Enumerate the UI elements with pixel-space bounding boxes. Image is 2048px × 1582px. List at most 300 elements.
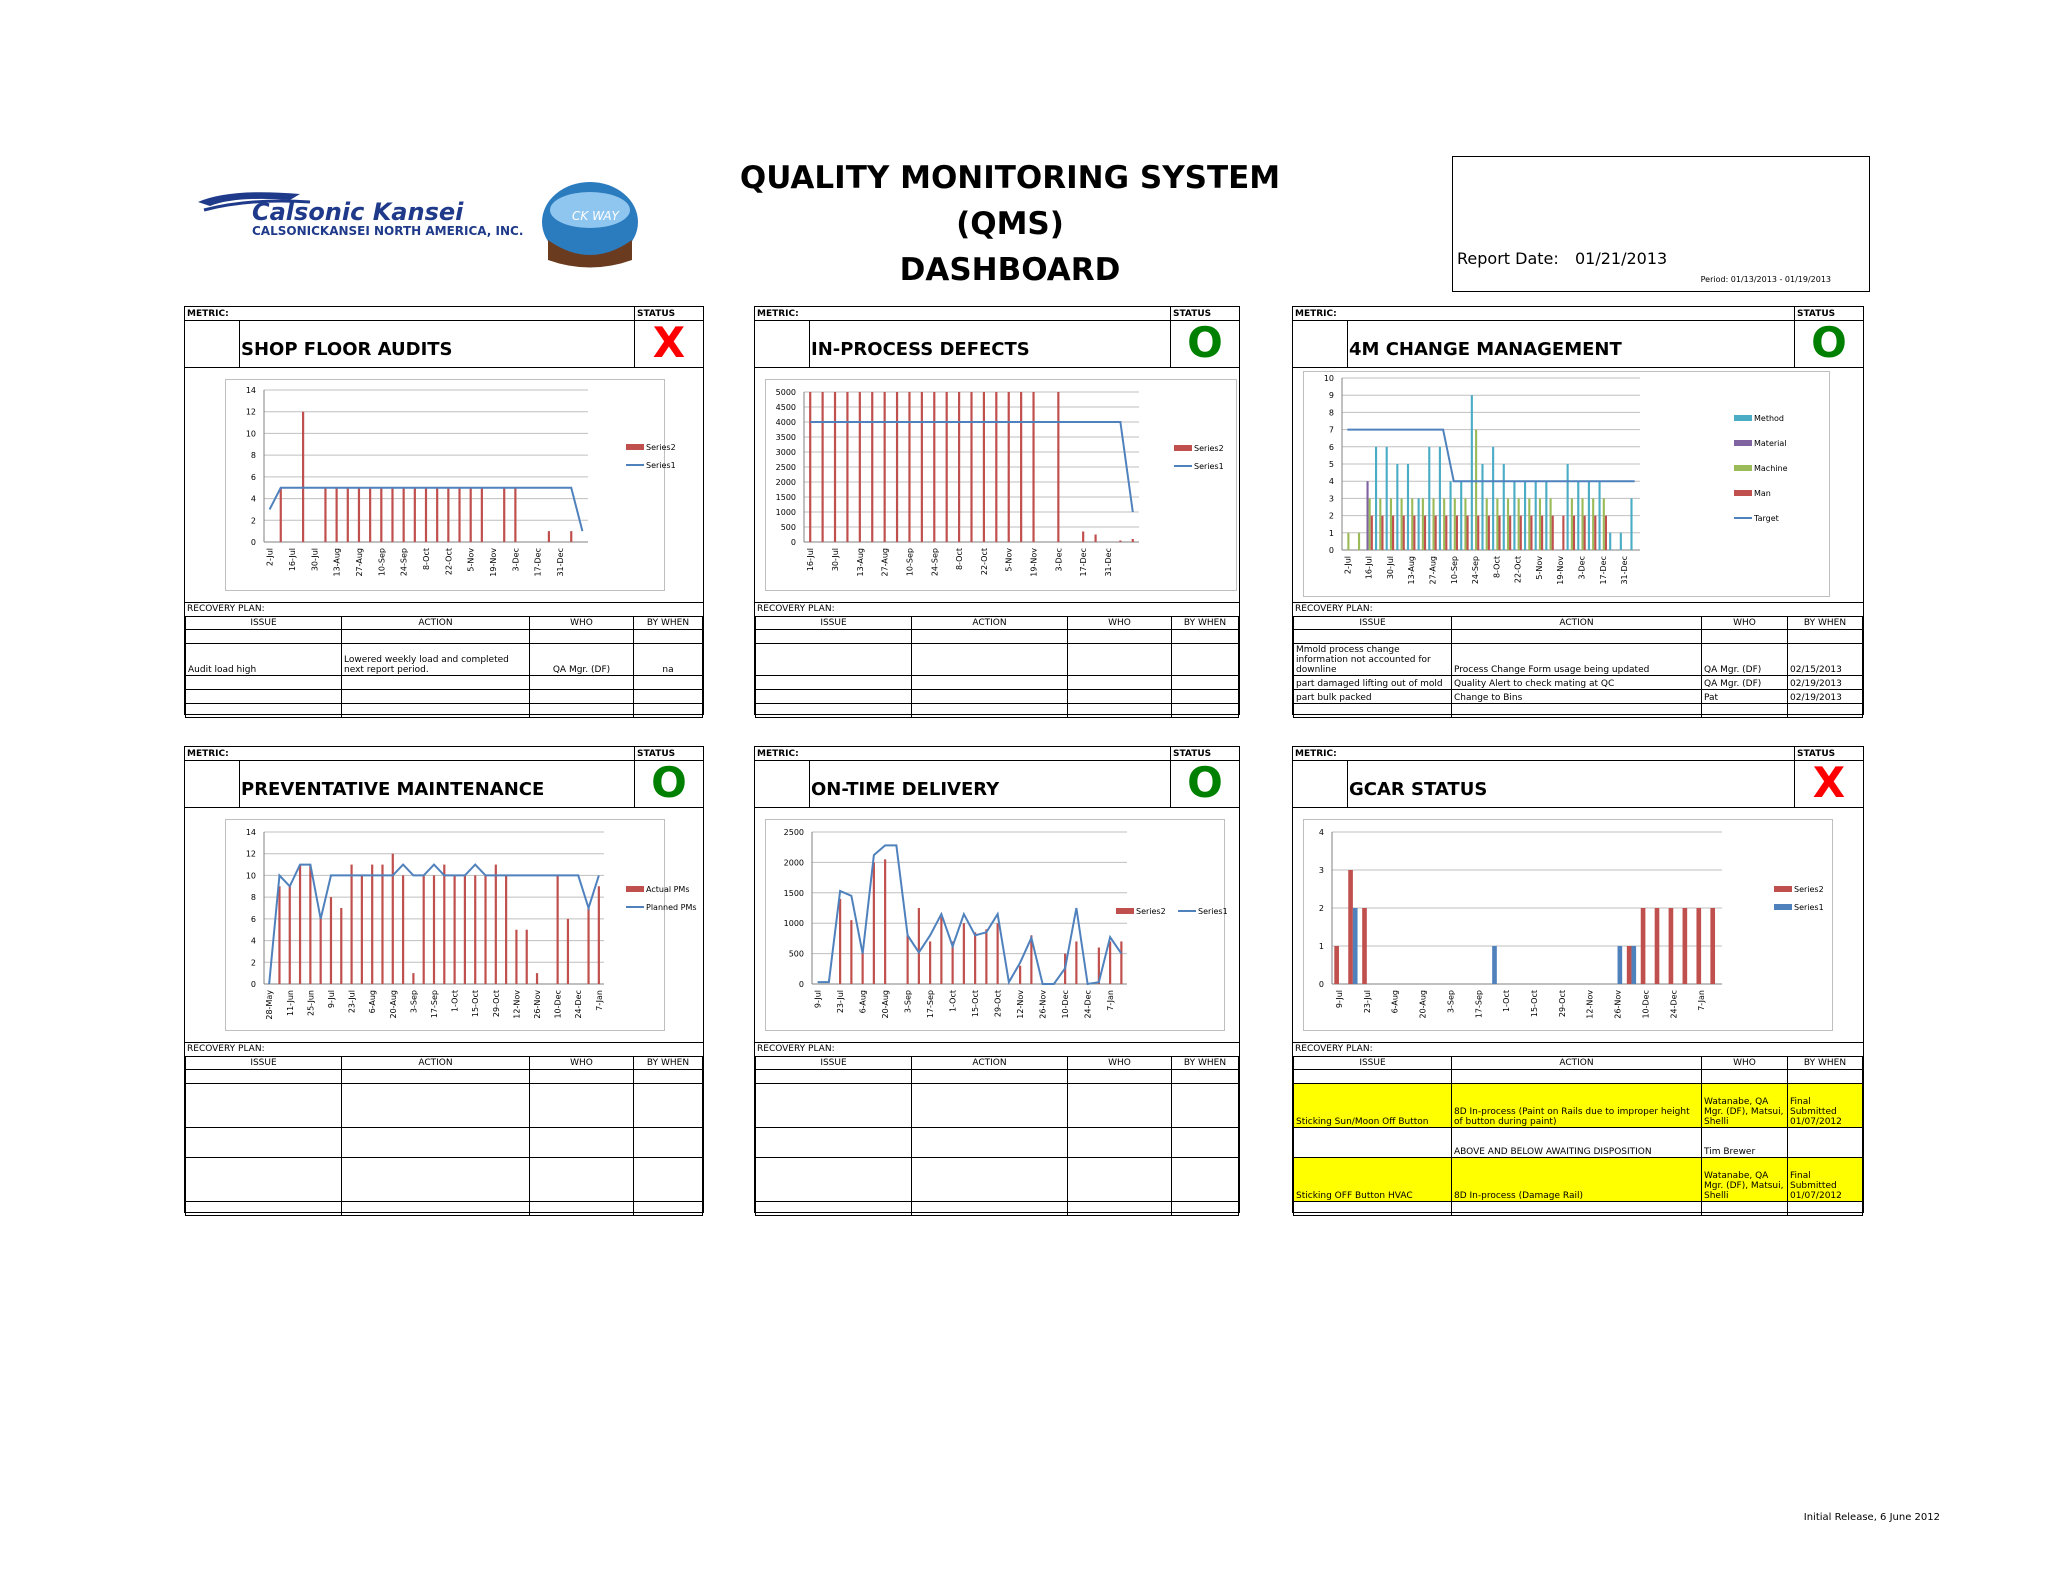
y-tick-label: 6	[250, 472, 256, 482]
metric-row	[755, 747, 1239, 808]
cell-issue	[756, 630, 912, 644]
x-tick-label: 24-Sep	[1471, 556, 1481, 585]
legend-label: Series2	[1136, 907, 1166, 916]
legend-swatch	[1116, 908, 1134, 914]
cell-who: QA Mgr. (DF)	[1702, 644, 1788, 676]
bar	[822, 392, 824, 542]
cell-action	[1452, 1070, 1702, 1084]
cell-issue	[1294, 630, 1452, 644]
metric-label-row	[1293, 747, 1863, 761]
y-tick-label: 2000	[775, 478, 796, 487]
x-tick-label: 1-Oct	[450, 990, 460, 1013]
legend-swatch	[1734, 490, 1752, 496]
cell-action	[912, 1070, 1068, 1084]
x-tick-label: 12-Nov	[1585, 990, 1595, 1019]
status-label: STATUS	[1173, 749, 1212, 759]
x-tick-label: 12-Nov	[512, 990, 522, 1019]
bar	[997, 923, 999, 984]
cell-by-when	[1172, 704, 1239, 718]
header-by-when: BY WHEN	[634, 1057, 703, 1070]
x-tick-label: 5-Nov	[466, 548, 476, 572]
bar	[1019, 966, 1021, 984]
y-tick-label: 2	[250, 516, 256, 526]
header-issue: ISSUE	[756, 617, 912, 630]
header-who: WHO	[530, 617, 634, 630]
x-tick-label: 20-Aug	[388, 990, 398, 1019]
table-row	[756, 704, 1239, 718]
cell-who: Pat	[1702, 690, 1788, 704]
chart-frame	[1303, 371, 1830, 597]
x-tick-label: 13-Aug	[855, 548, 865, 577]
x-tick-label: 3-Sep	[1446, 990, 1456, 1014]
bar	[1401, 498, 1403, 550]
metric-panel	[754, 746, 1240, 1213]
cell-action	[342, 676, 530, 690]
y-tick-label: 2	[1318, 904, 1324, 913]
cell-by-when	[634, 1158, 703, 1202]
cell-who: QA Mgr. (DF)	[530, 644, 634, 676]
legend-label: Series2	[1794, 885, 1824, 894]
cell-by-when: na	[634, 644, 703, 676]
bar	[548, 531, 550, 542]
table-row	[186, 1158, 703, 1202]
x-tick-label: 2-Jul	[265, 548, 275, 567]
cell-issue: part damaged lifting out of mold	[1294, 676, 1452, 690]
cell-issue: Sticking OFF Button HVAC	[1294, 1158, 1452, 1202]
x-tick-label: 7-Jan	[1106, 990, 1116, 1011]
status-badge: X	[1812, 758, 1846, 807]
bar	[1347, 533, 1349, 550]
table-header-row	[186, 1057, 703, 1070]
bar	[1550, 498, 1552, 550]
logo-globe-text: CK WAY	[572, 209, 619, 223]
bar	[963, 923, 965, 984]
y-tick-label: 3	[1328, 494, 1334, 504]
bar	[1422, 498, 1424, 550]
y-tick-label: 9	[1328, 391, 1334, 401]
x-tick-label: 20-Aug	[881, 990, 891, 1019]
header-by-when: BY WHEN	[1172, 1057, 1239, 1070]
metric-label-row	[1293, 307, 1863, 321]
status-badge: X	[652, 318, 686, 367]
cell-by-when	[634, 1128, 703, 1158]
cell-by-when	[634, 1084, 703, 1128]
y-tick-label: 10	[245, 871, 256, 881]
bar	[278, 886, 280, 984]
cell-issue	[186, 1070, 342, 1084]
table-row	[186, 1070, 703, 1084]
y-tick-label: 6	[250, 914, 256, 924]
header-by-when: BY WHEN	[1172, 617, 1239, 630]
metric-label: METRIC:	[1295, 309, 1337, 319]
metric-divider	[809, 320, 810, 367]
bar	[1696, 908, 1701, 984]
page-title	[700, 155, 1320, 293]
table-row	[1294, 1202, 1863, 1216]
bar	[1584, 516, 1586, 550]
recovery-plan-label: RECOVERY PLAN:	[187, 604, 265, 614]
header-by-when: BY WHEN	[1788, 617, 1863, 630]
bar	[464, 875, 466, 984]
cell-issue	[186, 690, 342, 704]
table-row	[186, 1202, 703, 1216]
legend-swatch	[1734, 415, 1752, 421]
bar	[995, 392, 997, 542]
bar	[1353, 908, 1358, 984]
cell-by-when	[1172, 1128, 1239, 1158]
cell-by-when: Final Submitted 01/07/2012	[1788, 1158, 1863, 1202]
recovery-plan-table	[185, 616, 703, 718]
metric-divider	[1347, 320, 1348, 367]
bar	[1630, 498, 1632, 550]
x-tick-label: 29-Oct	[491, 990, 501, 1018]
bar	[481, 488, 483, 542]
cell-action	[912, 1158, 1068, 1202]
cell-who	[1068, 630, 1172, 644]
bar	[371, 865, 373, 984]
x-tick-label: 6-Aug	[1390, 990, 1400, 1014]
bar	[1020, 392, 1022, 542]
cell-issue: part bulk packed	[1294, 690, 1452, 704]
y-tick-label: 5000	[775, 388, 796, 397]
cell-action	[342, 1158, 530, 1202]
metric-divider	[809, 760, 810, 807]
legend-label: Series1	[1194, 462, 1224, 471]
metric-name: PREVENTATIVE MAINTENANCE	[241, 779, 545, 800]
x-tick-label: 30-Jul	[310, 548, 320, 572]
cell-by-when	[1172, 1202, 1239, 1216]
table-header-row	[1294, 1057, 1863, 1070]
bar	[1530, 516, 1532, 550]
table-row	[1294, 690, 1863, 704]
table-row	[1294, 1158, 1863, 1202]
cell-action	[342, 1084, 530, 1128]
bar	[1120, 941, 1122, 984]
legend-swatch	[1774, 886, 1792, 892]
recovery-plan-label: RECOVERY PLAN:	[187, 1044, 265, 1054]
bar	[324, 488, 326, 542]
table-row	[756, 676, 1239, 690]
bar	[336, 488, 338, 542]
bar	[1655, 908, 1660, 984]
footer-release: Initial Release, 6 June 2012	[1803, 1512, 1940, 1523]
x-tick-label: 27-Aug	[1428, 556, 1438, 585]
status-badge: O	[1187, 318, 1223, 367]
x-tick-label: 13-Aug	[332, 548, 342, 577]
x-tick-label: 17-Sep	[430, 990, 439, 1019]
bar	[1348, 870, 1353, 984]
bar	[1390, 498, 1392, 550]
cell-who	[1068, 1084, 1172, 1128]
bar	[1571, 498, 1573, 550]
recovery-plan-table	[1293, 616, 1863, 718]
metric-label: METRIC:	[757, 309, 799, 319]
y-tick-label: 1000	[783, 919, 804, 929]
cell-who	[1068, 704, 1172, 718]
status-cell	[1170, 747, 1239, 807]
chart-frame	[765, 379, 1237, 591]
bar	[1392, 516, 1394, 550]
series-line	[1347, 430, 1634, 482]
x-tick-label: 16-Jul	[806, 548, 816, 572]
metric-label: METRIC:	[757, 749, 799, 759]
header-action: ACTION	[1452, 1057, 1702, 1070]
y-tick-label: 1500	[783, 888, 804, 898]
recovery-plan-label: RECOVERY PLAN:	[1295, 604, 1373, 614]
report-info-box	[1452, 156, 1870, 292]
bar	[557, 875, 559, 984]
bar	[1683, 908, 1688, 984]
bar	[859, 392, 861, 542]
bar	[567, 919, 569, 984]
cell-action	[912, 690, 1068, 704]
table-row	[186, 690, 703, 704]
bar	[1631, 946, 1636, 984]
bar	[846, 392, 848, 542]
cell-by-when: 02/15/2013	[1788, 644, 1863, 676]
y-tick-label: 14	[245, 828, 256, 837]
cell-who	[530, 1128, 634, 1158]
bar	[1627, 946, 1632, 984]
bar	[403, 488, 405, 542]
y-tick-label: 5	[1328, 460, 1334, 469]
table-row	[186, 1128, 703, 1158]
x-tick-label: 1-Oct	[948, 990, 958, 1013]
bar	[1592, 498, 1594, 550]
y-tick-label: 10	[1323, 374, 1334, 383]
bar	[1358, 533, 1360, 550]
table-row	[1294, 1128, 1863, 1158]
bar	[505, 875, 507, 984]
bar	[1581, 498, 1583, 550]
header-by-when: BY WHEN	[634, 617, 703, 630]
x-tick-label: 15-Oct	[971, 990, 981, 1018]
bar	[1386, 447, 1388, 550]
cell-issue	[1294, 1070, 1452, 1084]
y-tick-label: 12	[245, 407, 256, 417]
table-row	[186, 630, 703, 644]
bar	[1477, 516, 1479, 550]
x-tick-label: 17-Sep	[1474, 990, 1484, 1019]
x-tick-label: 9-Jul	[813, 990, 823, 1009]
y-tick-label: 1000	[775, 508, 796, 517]
bar	[423, 875, 425, 984]
header-action: ACTION	[912, 617, 1068, 630]
cell-issue: Audit load high	[186, 644, 342, 676]
x-tick-label: 8-Oct	[1492, 556, 1502, 579]
cell-issue	[756, 1084, 912, 1128]
bar	[1541, 516, 1543, 550]
x-tick-label: 17-Dec	[1598, 556, 1608, 585]
cell-issue	[756, 690, 912, 704]
table-row	[1294, 630, 1863, 644]
metric-label: METRIC:	[187, 749, 229, 759]
chart-area	[755, 367, 1239, 603]
cell-issue	[756, 1070, 912, 1084]
legend-label: Planned PMs	[646, 903, 697, 912]
cell-issue	[186, 704, 342, 718]
recovery-plan-table	[755, 616, 1239, 718]
header-action: ACTION	[342, 1057, 530, 1070]
bar	[871, 392, 873, 542]
y-tick-label: 500	[780, 523, 796, 532]
bar	[381, 865, 383, 984]
header-by-when: BY WHEN	[1788, 1057, 1863, 1070]
bar	[587, 908, 589, 984]
bar	[1435, 516, 1437, 550]
bar	[1119, 541, 1121, 543]
bar	[309, 865, 311, 984]
bar	[1475, 430, 1477, 550]
bar	[1467, 516, 1469, 550]
bar	[1082, 532, 1084, 543]
cell-by-when	[1172, 676, 1239, 690]
cell-by-when: 02/19/2013	[1788, 690, 1863, 704]
bar	[280, 488, 282, 542]
cell-issue	[186, 1202, 342, 1216]
y-tick-label: 12	[245, 849, 256, 859]
bar	[1454, 498, 1456, 550]
cell-action: ABOVE AND BELOW AWAITING DISPOSITION	[1452, 1128, 1702, 1158]
metric-name: SHOP FLOOR AUDITS	[241, 339, 453, 360]
bar	[1528, 498, 1530, 550]
bar	[1492, 946, 1497, 984]
bar	[484, 875, 486, 984]
title-line-2: (QMS)	[956, 206, 1064, 242]
metric-panel	[754, 306, 1240, 715]
header-who: WHO	[1702, 1057, 1788, 1070]
cell-action	[1452, 1202, 1702, 1216]
legend-label: Material	[1754, 439, 1787, 448]
cell-action	[912, 644, 1068, 676]
bar	[369, 488, 371, 542]
bar	[1396, 464, 1398, 550]
cell-who: Tim Brewer	[1702, 1128, 1788, 1158]
bar	[350, 865, 352, 984]
x-tick-label: 29-Oct	[1557, 990, 1567, 1018]
x-tick-label: 10-Dec	[1641, 990, 1651, 1019]
legend-swatch	[1734, 440, 1752, 446]
x-tick-label: 24-Dec	[1669, 990, 1679, 1019]
cell-who	[530, 690, 634, 704]
x-tick-label: 22-Oct	[979, 548, 989, 576]
bar	[1379, 498, 1381, 550]
metric-label-row	[755, 747, 1239, 761]
bar	[1603, 498, 1605, 550]
metric-label-row	[185, 747, 703, 761]
cell-action	[342, 630, 530, 644]
y-tick-label: 8	[1328, 408, 1334, 418]
cell-who	[1068, 644, 1172, 676]
header-issue: ISSUE	[756, 1057, 912, 1070]
y-tick-label: 2000	[783, 858, 804, 868]
x-tick-label: 19-Nov	[489, 548, 499, 577]
cell-issue: Mmold process change information not accounted for downline	[1294, 644, 1452, 676]
bar	[929, 941, 931, 984]
cell-by-when	[1788, 630, 1863, 644]
title-line-1: QUALITY MONITORING SYSTEM	[739, 160, 1281, 196]
table-header-row	[1294, 617, 1863, 630]
bar	[1443, 498, 1445, 550]
cell-action	[342, 1070, 530, 1084]
bar	[983, 392, 985, 542]
cell-by-when	[1788, 1128, 1863, 1158]
bar	[1598, 481, 1600, 550]
chart-svg	[226, 820, 697, 1030]
logo-graphic	[190, 180, 650, 270]
recovery-plan-table	[755, 1056, 1239, 1216]
status-badge: O	[651, 758, 687, 807]
bar	[1334, 946, 1339, 984]
legend-label: Series2	[646, 443, 676, 452]
report-period: Period: 01/13/2013 - 01/19/2013	[1700, 275, 1831, 284]
bar	[495, 865, 497, 984]
y-tick-label: 0	[1318, 980, 1324, 989]
x-tick-label: 1-Oct	[1502, 990, 1512, 1013]
bar	[1471, 395, 1473, 550]
cell-by-when	[1172, 690, 1239, 704]
y-tick-label: 500	[788, 949, 804, 959]
metric-label: METRIC:	[187, 309, 229, 319]
status-label: STATUS	[1173, 309, 1212, 319]
metric-row	[185, 747, 703, 808]
cell-by-when	[1172, 630, 1239, 644]
bar	[1057, 392, 1059, 542]
cell-issue	[186, 1158, 342, 1202]
bar	[1518, 498, 1520, 550]
bar	[1075, 941, 1077, 984]
header-issue: ISSUE	[186, 617, 342, 630]
cell-by-when	[1788, 1070, 1863, 1084]
x-tick-label: 17-Dec	[1079, 548, 1089, 577]
table-row	[1294, 704, 1863, 718]
bar	[330, 897, 332, 984]
bar	[1641, 908, 1646, 984]
metric-label-row	[755, 307, 1239, 321]
x-tick-label: 16-Jul	[1364, 556, 1374, 580]
header-action: ACTION	[342, 617, 530, 630]
table-row	[756, 1202, 1239, 1216]
cell-action	[912, 1128, 1068, 1158]
x-tick-label: 24-Sep	[930, 548, 940, 577]
bar	[1418, 498, 1420, 550]
cell-issue	[186, 676, 342, 690]
bar	[896, 392, 898, 542]
bar	[1488, 516, 1490, 550]
metric-name: IN-PROCESS DEFECTS	[811, 339, 1030, 360]
bar	[918, 908, 920, 984]
table-row	[756, 1158, 1239, 1202]
cell-issue	[756, 1128, 912, 1158]
header-who: WHO	[530, 1057, 634, 1070]
bar	[1008, 392, 1010, 542]
x-tick-label: 19-Nov	[1029, 548, 1039, 577]
legend-swatch	[626, 444, 644, 450]
x-tick-label: 3-Sep	[903, 990, 913, 1014]
table-row	[1294, 676, 1863, 690]
cell-who	[530, 1070, 634, 1084]
cell-issue	[1294, 1128, 1452, 1158]
recovery-plan-label: RECOVERY PLAN:	[757, 604, 835, 614]
x-tick-label: 31-Dec	[556, 548, 566, 577]
x-tick-label: 6-Aug	[368, 990, 378, 1014]
table-row	[1294, 1070, 1863, 1084]
bar	[940, 917, 942, 984]
bar	[1464, 498, 1466, 550]
x-tick-label: 10-Sep	[377, 548, 387, 577]
header-who: WHO	[1068, 617, 1172, 630]
x-tick-label: 19-Nov	[1556, 556, 1566, 585]
